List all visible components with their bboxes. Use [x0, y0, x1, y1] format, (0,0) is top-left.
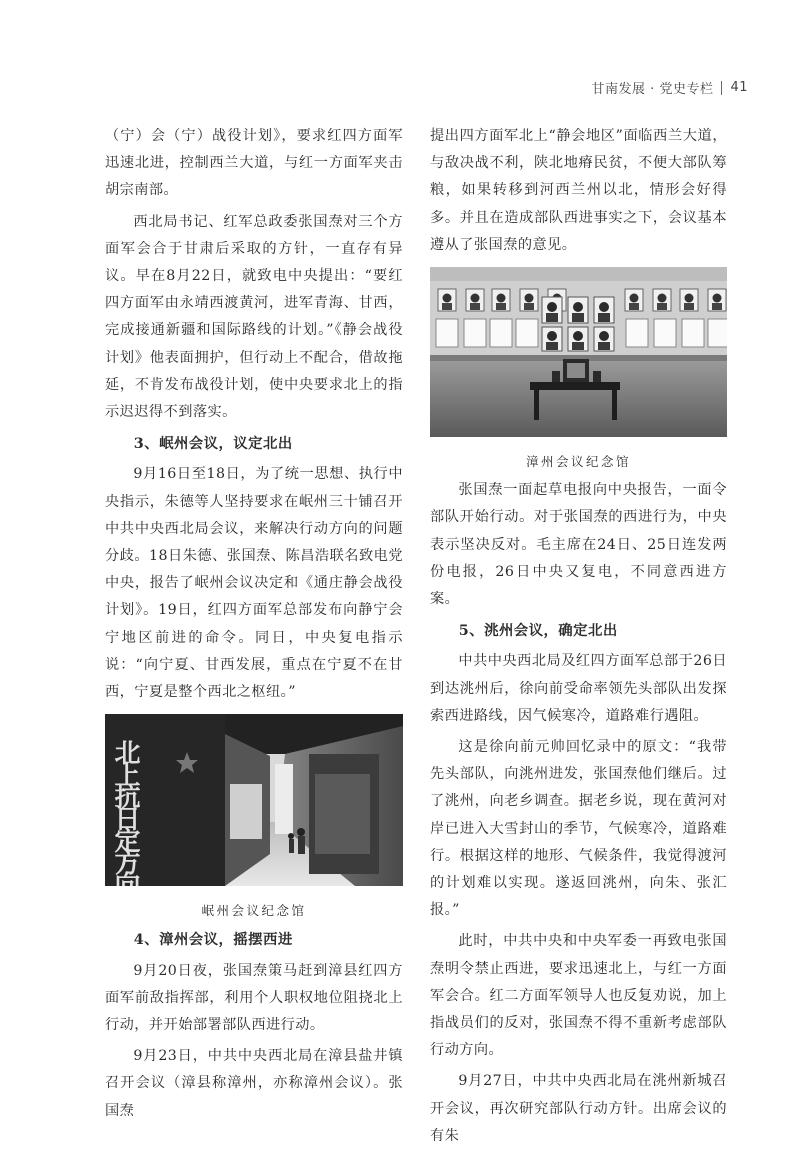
- paragraph: 9月23日，中共中央西北局在漳县盐井镇召开会议（漳县称漳州，亦称漳州会议）。张国焘: [105, 1048, 403, 1119]
- section-heading: 5、洮州会议，确定北出: [458, 622, 618, 640]
- minzhou-photo: [105, 714, 403, 896]
- minzhou-figure: [105, 714, 403, 920]
- header-divider: [721, 81, 722, 95]
- paragraph: 9月27日，中共中央西北局在洮州新城召开会议，再次研究部队行动方针。出席会议的有朱: [430, 1073, 727, 1144]
- section-heading: 3、岷州会议，议定北出: [133, 435, 293, 453]
- paragraph: 张国焘一面起草电报向中央报告，一面令部队开始行动。对于张国焘的西进行为，中央表示坚决反对。毛主席在24日、25日连发两份电报，26日中央又复电，不同意西进方案。: [430, 482, 727, 608]
- wall-slogan-text: 北上抗日定方向: [110, 739, 140, 887]
- paragraph: 9月16日至18日，为了统一思想、执行中央指示，朱德等人坚持要求在岷州三十铺召开中共中央西北局会议，来解决行动方向的问题分歧。18日朱德、张国焘、陈昌浩联名致电党中央，报告了岷州会议决定和《通庄静会战役计划》。19日，红四方面军总部发布向静宁会宁地区前进的命令。同日，中央复电指示说：“向宁夏、甘西发展，重点在宁夏不在甘西，宁夏是整个西北之枢纽。”: [105, 466, 403, 701]
- paragraph: 西北局书记、红军总政委张国焘对三个方面军会合于甘肃后采取的方针，一直存有异议。早在8月22日，就致电中央提出：“要红四方面军由永靖西渡黄河，进军青海、甘西，完成接通新疆和国际路线的计划。”《静会战役计划》他表面拥护，但行动上不配合，借故拖延，不肯发布战役计划，使中央要求北上的指示迟迟得不到落实。: [105, 213, 403, 421]
- paragraph: （宁）会（宁）战役计划》，要求红四方面军迅速北进，控制西兰大道，与红一方面军夹击胡宗南部。: [105, 128, 403, 199]
- paragraph: 此时，中共中央和中央军委一再致电张国焘明令禁止西进，要求迅速北上，与红一方面军会合。红二方面军领导人也反复劝说，加上指战员们的反对，张国焘不得不重新考虑部队行动方向。: [430, 933, 727, 1059]
- header-section: 甘南发展 · 党史专栏: [591, 82, 714, 97]
- zhangzhou-photo: [430, 267, 727, 447]
- section-heading: 4、漳州会议，摇摆西进: [133, 931, 293, 949]
- figure-caption: 漳州会议纪念馆: [525, 454, 631, 470]
- running-header: [592, 78, 748, 97]
- paragraph: 9月20日夜，张国焘策马赶到漳县红四方面军前敌指挥部，利用个人职权地位阻挠北上行动，并开始部署部队西进行动。: [105, 962, 403, 1034]
- paragraph: 中共中央西北局及红四方面军总部于26日到达洮州后，徐向前受命率领先头部队出发探索西进路线，因气候寒冷，道路难行遇阻。: [430, 653, 727, 724]
- page-number: 41: [730, 80, 748, 95]
- paragraph: 这是徐向前元帅回忆录中的原文：“我带先头部队，向洮州进发，张国焘他们继后。过了洮州，向老乡调查。据老乡说，现在黄河对岸已进入大雪封山的季节，气候寒冷，道路难行。根据这样的地形、气候条件，我觉得渡河的计划难以实现。遂返回洮州，向朱、张汇报。”: [430, 739, 727, 919]
- figure-caption: 岷州会议纪念馆: [201, 903, 307, 919]
- paragraph: 提出四方面军北上“静会地区”面临西兰大道，与敌决战不利，陕北地瘠民贫，不便大部队筹粮，如果转移到河西兰州以北，情形会好得多。并且在造成部队西进事实之下，会议基本遵从了张国焘的意见。: [430, 128, 727, 253]
- zhangzhou-figure: [430, 267, 727, 471]
- right-column: [430, 123, 727, 1154]
- left-column: [105, 123, 403, 1129]
